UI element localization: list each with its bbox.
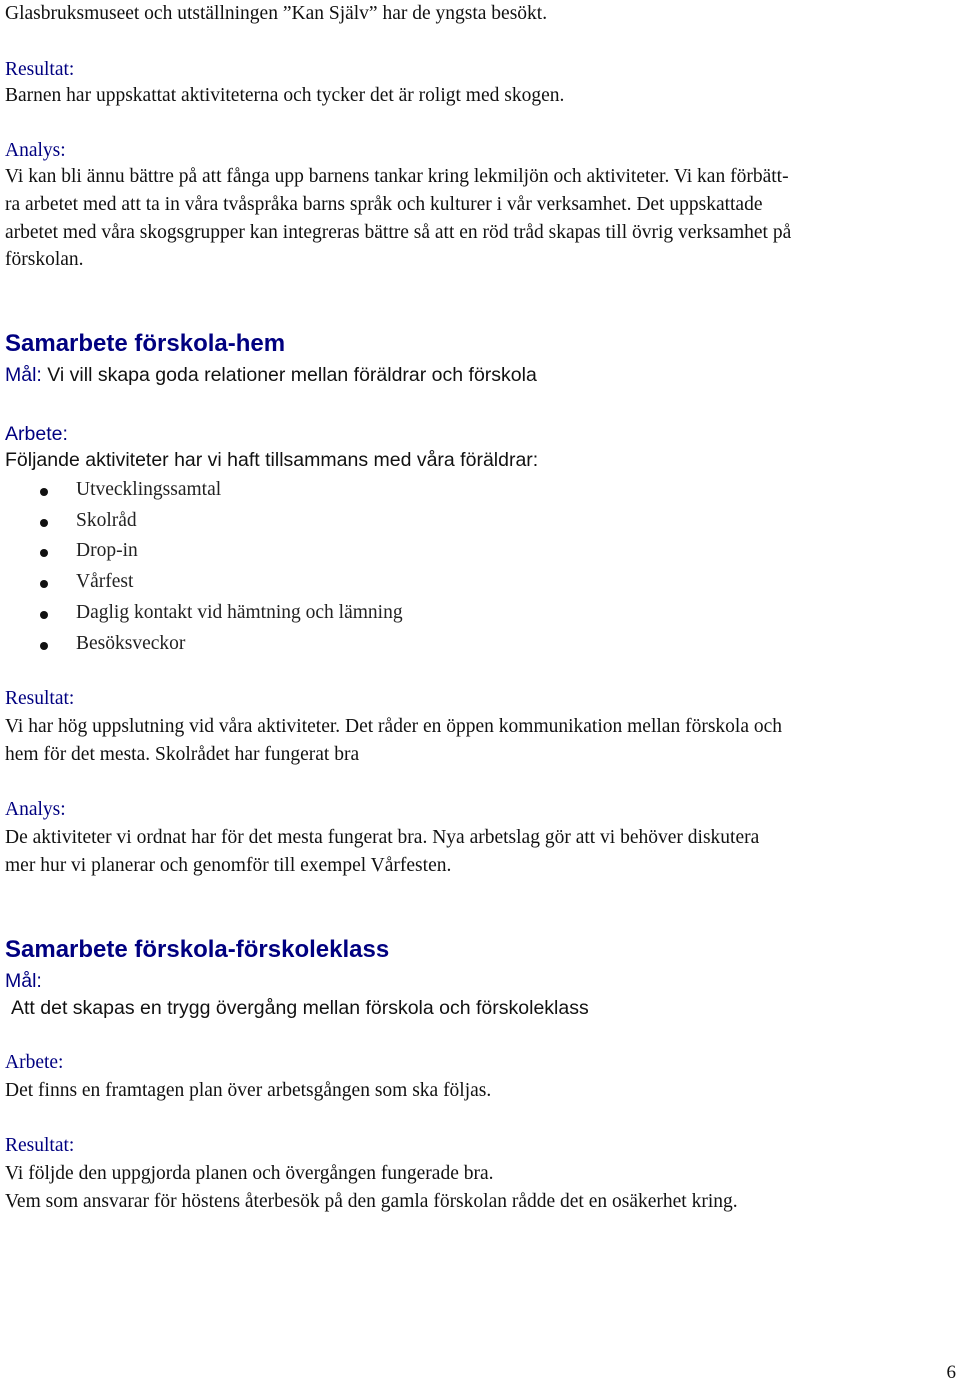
intro-analys-line: förskolan. bbox=[5, 249, 84, 270]
list-item-label: Utvecklingssamtal bbox=[76, 479, 222, 500]
list-item-label: Skolråd bbox=[76, 510, 137, 531]
section2-mal-text: Att det skapas en trygg övergång mellan förskola och förskoleklass bbox=[11, 997, 589, 1019]
section2-mal-label: Mål: bbox=[5, 970, 42, 992]
intro-analys-label: Analys: bbox=[5, 140, 66, 161]
section-heading-forskoleklass: Samarbete förskola-förskoleklass bbox=[5, 936, 390, 963]
section1-resultat-label: Resultat: bbox=[5, 688, 75, 709]
bullet-icon bbox=[40, 519, 48, 527]
section1-analys-line: De aktiviteter vi ordnat har för det mesta fungerat bra. Nya arbetslag gör att vi behöver diskutera bbox=[5, 827, 760, 848]
section2-resultat-line: Vem som ansvarar för höstens återbesök på den gamla förskolan rådde det en osäkerhet kring. bbox=[5, 1191, 738, 1212]
section2-arbete-text: Det finns en framtagen plan över arbetsgången som ska följas. bbox=[5, 1080, 492, 1101]
list-item-label: Vårfest bbox=[76, 571, 134, 592]
section2-arbete-label: Arbete: bbox=[5, 1052, 64, 1073]
section2-resultat-line: Vi följde den uppgjorda planen och övergången fungerade bra. bbox=[5, 1163, 494, 1184]
section1-analys-line: mer hur vi planerar och genomför till exempel Vårfesten. bbox=[5, 855, 452, 876]
intro-analys-line: ra arbetet med att ta in våra tvåspråka barns språk och kulturer i vår verksamhet. Det uppskattade bbox=[5, 194, 763, 215]
section2-resultat-label: Resultat: bbox=[5, 1135, 75, 1156]
section1-arbete-intro: Följande aktiviteter har vi haft tillsammans med våra föräldrar: bbox=[5, 449, 539, 471]
intro-line: Glasbruksmuseet och utställningen ”Kan Själv” har de yngsta besökt. bbox=[5, 3, 548, 24]
section1-resultat-line: Vi har hög uppslutning vid våra aktiviteter. Det råder en öppen kommunikation mellan förskola och bbox=[5, 716, 783, 737]
section-heading-hem: Samarbete förskola-hem bbox=[5, 330, 286, 357]
bullet-icon bbox=[40, 549, 48, 557]
intro-analys-line: arbetet med våra skogsgrupper kan integreras bättre så att en röd tråd skapas till övrig verksamhet på bbox=[5, 222, 792, 243]
bullet-icon bbox=[40, 611, 48, 619]
section1-analys-label: Analys: bbox=[5, 799, 66, 820]
list-item-label: Besöksveckor bbox=[76, 633, 186, 654]
section1-mal-text: Vi vill skapa goda relationer mellan föräldrar och förskola bbox=[41, 364, 537, 386]
section1-mal-label: Mål: bbox=[5, 364, 42, 386]
section1-resultat-line: hem för det mesta. Skolrådet har fungerat bra bbox=[5, 744, 360, 765]
bullet-icon bbox=[40, 580, 48, 588]
intro-resultat-label: Resultat: bbox=[5, 59, 75, 80]
list-item-label: Drop-in bbox=[76, 540, 138, 561]
bullet-icon bbox=[40, 642, 48, 650]
page-number: 6 bbox=[946, 1362, 956, 1383]
intro-resultat-text: Barnen har uppskattat aktiviteterna och tycker det är roligt med skogen. bbox=[5, 85, 565, 106]
section1-mal bbox=[5, 362, 537, 388]
list-item-label: Daglig kontakt vid hämtning och lämning bbox=[76, 602, 403, 623]
bullet-icon bbox=[40, 488, 48, 496]
section1-arbete-label: Arbete: bbox=[5, 423, 68, 445]
intro-analys-line: Vi kan bli ännu bättre på att fånga upp barnens tankar kring lekmiljön och aktiviteter. Vi kan förbätt- bbox=[5, 166, 789, 187]
